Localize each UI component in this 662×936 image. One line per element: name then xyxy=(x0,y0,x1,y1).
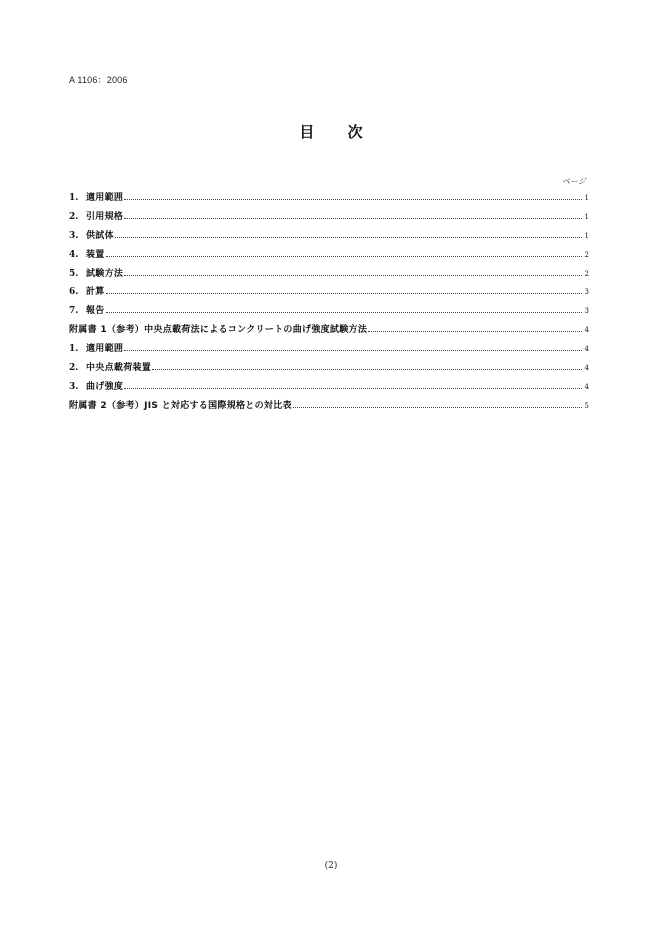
toc-leader-dots xyxy=(106,311,582,313)
toc-entry-number: 6. xyxy=(69,287,79,298)
toc-entry-number: 4. xyxy=(69,249,79,260)
table-of-contents xyxy=(69,190,589,417)
toc-entry-title: 引用規格 xyxy=(86,211,124,222)
toc-entry-number: 3. xyxy=(69,230,79,241)
page-column-label: ページ xyxy=(562,177,586,186)
toc-entry-page: 2 xyxy=(584,250,589,259)
toc-entry-page: 2 xyxy=(584,269,589,278)
toc-leader-dots xyxy=(106,292,582,294)
toc-leader-dots xyxy=(368,330,582,332)
toc-entry[interactable] xyxy=(69,303,589,322)
toc-entry-title: 適用範囲 xyxy=(86,344,124,355)
toc-entry[interactable] xyxy=(69,228,589,247)
toc-entry-page: 1 xyxy=(584,231,589,240)
toc-entry-title: 装置 xyxy=(86,249,105,260)
toc-leader-dots xyxy=(152,368,582,370)
toc-entry-title: 曲げ強度 xyxy=(86,381,124,392)
toc-entry-title: 附属書 1（参考）中央点載荷法によるコンクリートの曲げ強度試験方法 xyxy=(69,325,368,336)
toc-entry-number: 1. xyxy=(69,193,79,203)
toc-entry-annex[interactable] xyxy=(69,398,589,417)
document-code: A 1106：2006 xyxy=(69,75,128,85)
toc-entry-title: 中央点載荷装置 xyxy=(86,363,152,374)
toc-entry-title: 適用範囲 xyxy=(86,193,124,203)
toc-entry-number: 5. xyxy=(69,268,79,279)
toc-entry-title: 試験方法 xyxy=(86,268,124,279)
toc-leader-dots xyxy=(124,198,582,200)
toc-entry[interactable] xyxy=(69,284,589,303)
toc-entry[interactable] xyxy=(69,379,589,398)
toc-leader-dots xyxy=(124,387,582,389)
toc-entry-title: 計算 xyxy=(86,287,105,298)
toc-entry[interactable] xyxy=(69,341,589,360)
toc-entry-number: 7. xyxy=(69,306,79,317)
page-title: 目 次 xyxy=(299,123,377,141)
toc-entry-page: 4 xyxy=(584,364,589,373)
toc-entry-number: 3. xyxy=(69,381,79,392)
toc-entry-number: 2. xyxy=(69,363,79,374)
toc-entry-number: 2. xyxy=(69,211,79,222)
toc-entry-page: 4 xyxy=(584,345,589,354)
toc-leader-dots xyxy=(124,274,582,276)
toc-entry[interactable] xyxy=(69,247,589,266)
toc-entry[interactable] xyxy=(69,360,589,379)
toc-entry[interactable] xyxy=(69,190,589,209)
toc-entry-page: 3 xyxy=(584,307,589,316)
toc-entry-title: 供試体 xyxy=(86,230,114,241)
toc-leader-dots xyxy=(293,406,582,408)
toc-entry-page: 1 xyxy=(584,194,589,202)
toc-entry[interactable] xyxy=(69,209,589,228)
toc-entry-page: 3 xyxy=(584,288,589,297)
toc-leader-dots xyxy=(124,217,582,219)
toc-entry[interactable] xyxy=(69,266,589,285)
toc-entry-page: 1 xyxy=(584,212,589,221)
page-number: (2) xyxy=(324,861,338,871)
toc-entry-title: 附属書 2（参考）JIS と対応する国際規格との対比表 xyxy=(69,400,292,411)
toc-leader-dots xyxy=(106,255,582,257)
toc-entry-page: 5 xyxy=(584,401,589,410)
toc-entry-page: 4 xyxy=(584,326,589,335)
toc-entry-page: 4 xyxy=(584,382,589,391)
toc-entry-title: 報告 xyxy=(86,306,105,317)
toc-leader-dots xyxy=(115,236,582,238)
toc-entry-annex[interactable] xyxy=(69,322,589,341)
toc-entry-number: 1. xyxy=(69,344,79,355)
toc-leader-dots xyxy=(124,349,582,351)
